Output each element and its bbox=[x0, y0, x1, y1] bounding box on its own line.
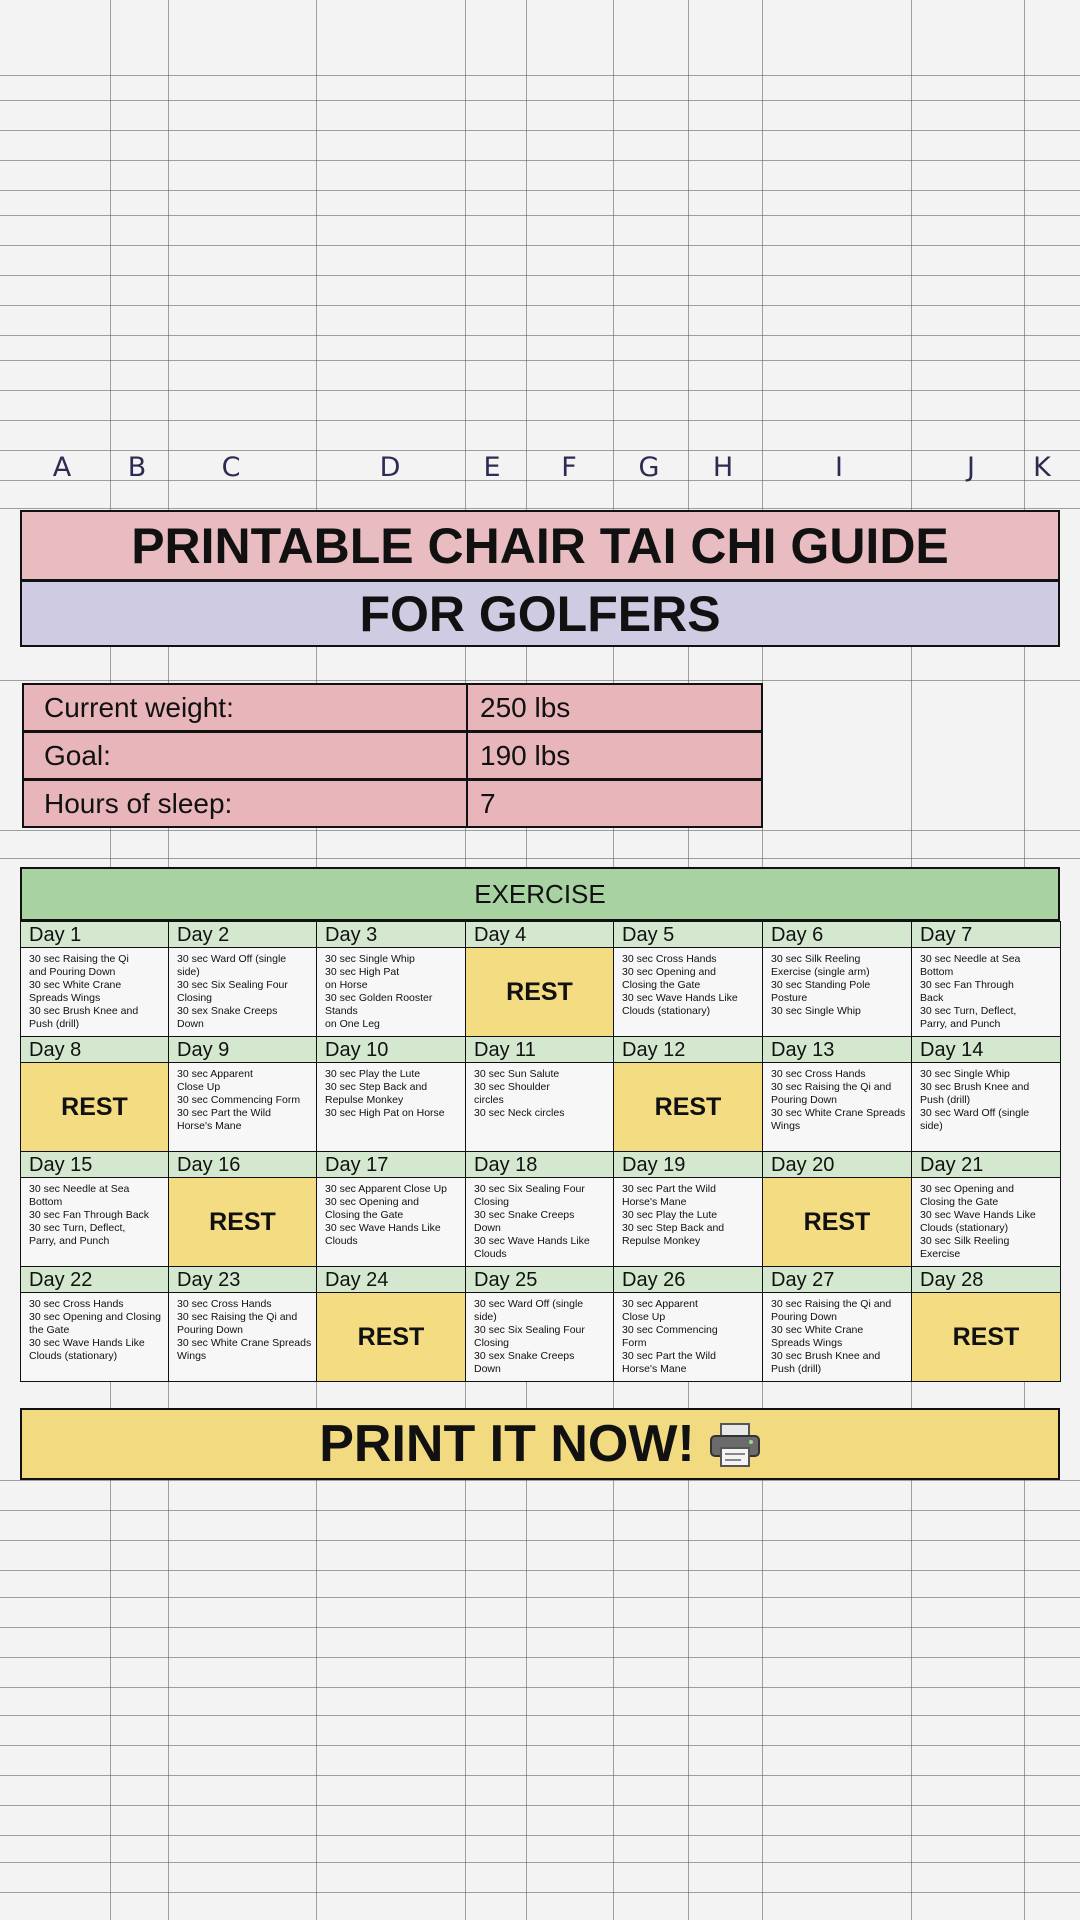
column-letter-c[interactable]: C bbox=[221, 452, 241, 483]
column-letter-f[interactable]: F bbox=[561, 452, 577, 483]
stat-row-goal bbox=[22, 731, 763, 780]
day-label: Day 20 bbox=[763, 1152, 911, 1178]
day-exercises: 30 sec Apparent Close Up 30 sec Commencing Form 30 sec Part the Wild Horse's Mane bbox=[177, 1068, 301, 1132]
rest-label: REST bbox=[614, 1063, 762, 1151]
exercise-header: EXERCISE bbox=[20, 867, 1060, 921]
stat-value[interactable]: 190 lbs bbox=[466, 731, 763, 780]
day-label: Day 23 bbox=[169, 1267, 316, 1293]
day-cell[interactable] bbox=[316, 1036, 466, 1152]
day-exercises: 30 sec Cross Hands 30 sec Opening and Closing the Gate 30 sec Wave Hands Like Clouds (stationary) bbox=[29, 1298, 161, 1362]
day-cell[interactable] bbox=[613, 1151, 763, 1267]
day-label: Day 22 bbox=[21, 1267, 168, 1293]
page-title: PRINTABLE CHAIR TAI CHI GUIDE bbox=[20, 510, 1060, 581]
day-label: Day 28 bbox=[912, 1267, 1060, 1293]
day-exercises: 30 sec Cross Hands 30 sec Opening and Closing the Gate 30 sec Wave Hands Like Clouds (stationary) bbox=[622, 953, 738, 1017]
day-exercises: 30 sec Part the Wild Horse's Mane 30 sec Play the Lute 30 sec Step Back and Repulse Monkey bbox=[622, 1183, 725, 1247]
page-subtitle: FOR GOLFERS bbox=[20, 580, 1060, 647]
day-label: Day 18 bbox=[466, 1152, 613, 1178]
day-label: Day 25 bbox=[466, 1267, 613, 1293]
day-cell[interactable] bbox=[20, 1266, 169, 1382]
day-label: Day 8 bbox=[21, 1037, 168, 1063]
column-letter-j[interactable]: J bbox=[967, 452, 975, 483]
day-label: Day 4 bbox=[466, 922, 613, 948]
day-exercises: 30 sec Ward Off (single side) 30 sec Six Sealing Four Closing 30 sex Snake Creeps Down bbox=[474, 1298, 585, 1375]
day-cell[interactable] bbox=[613, 1266, 763, 1382]
printer-icon bbox=[709, 1421, 761, 1467]
column-letter-d[interactable]: D bbox=[379, 452, 401, 483]
day-cell[interactable] bbox=[911, 921, 1061, 1037]
day-cell[interactable] bbox=[465, 1266, 614, 1382]
day-label: Day 1 bbox=[21, 922, 168, 948]
column-letter-e[interactable]: E bbox=[483, 452, 501, 483]
day-label: Day 10 bbox=[317, 1037, 465, 1063]
rest-label: REST bbox=[466, 948, 613, 1036]
rest-label: REST bbox=[317, 1293, 465, 1381]
day-cell[interactable] bbox=[168, 921, 317, 1037]
rest-label: REST bbox=[763, 1178, 911, 1266]
stat-value[interactable]: 7 bbox=[466, 779, 763, 828]
stat-label: Goal: bbox=[22, 731, 468, 780]
rest-label: REST bbox=[169, 1178, 316, 1266]
day-exercises: 30 sec Cross Hands 30 sec Raising the Qi and Pouring Down 30 sec White Crane Spreads Wings bbox=[177, 1298, 312, 1362]
day-cell[interactable] bbox=[168, 1036, 317, 1152]
day-label: Day 9 bbox=[169, 1037, 316, 1063]
day-label: Day 15 bbox=[21, 1152, 168, 1178]
day-label: Day 26 bbox=[614, 1267, 762, 1293]
day-label: Day 24 bbox=[317, 1267, 465, 1293]
stat-row-sleep bbox=[22, 779, 763, 828]
day-label: Day 12 bbox=[614, 1037, 762, 1063]
day-exercises: 30 sec Single Whip 30 sec High Pat on Horse 30 sec Golden Rooster Stands on One Leg bbox=[325, 953, 433, 1030]
day-label: Day 27 bbox=[763, 1267, 911, 1293]
day-exercises: 30 sec Single Whip 30 sec Brush Knee and Push (drill) 30 sec Ward Off (single side) bbox=[920, 1068, 1030, 1132]
day-cell[interactable] bbox=[911, 1036, 1061, 1152]
day-label: Day 19 bbox=[614, 1152, 762, 1178]
day-cell[interactable] bbox=[20, 1151, 169, 1267]
day-cell[interactable] bbox=[168, 1151, 317, 1267]
day-label: Day 11 bbox=[466, 1037, 613, 1063]
day-cell[interactable] bbox=[465, 1151, 614, 1267]
rest-label: REST bbox=[912, 1293, 1060, 1381]
day-exercises: 30 sec Cross Hands 30 sec Raising the Qi and Pouring Down 30 sec White Crane Spreads Wings bbox=[771, 1068, 906, 1132]
day-cell[interactable] bbox=[911, 1151, 1061, 1267]
day-cell[interactable] bbox=[316, 921, 466, 1037]
day-label: Day 3 bbox=[317, 922, 465, 948]
stat-label: Hours of sleep: bbox=[22, 779, 468, 828]
day-cell[interactable] bbox=[168, 1266, 317, 1382]
day-label: Day 16 bbox=[169, 1152, 316, 1178]
day-cell[interactable] bbox=[316, 1266, 466, 1382]
day-cell[interactable] bbox=[762, 921, 912, 1037]
day-cell[interactable] bbox=[911, 1266, 1061, 1382]
day-cell[interactable] bbox=[762, 1151, 912, 1267]
day-cell[interactable] bbox=[762, 1036, 912, 1152]
print-button-label: PRINT IT NOW! bbox=[319, 1415, 695, 1473]
day-exercises: 30 sec Needle at Sea Bottom 30 sec Fan Through Back 30 sec Turn, Deflect, Parry, and Punch bbox=[920, 953, 1021, 1030]
day-cell[interactable] bbox=[762, 1266, 912, 1382]
day-cell[interactable] bbox=[465, 1036, 614, 1152]
day-exercises: 30 sec Sun Salute 30 sec Shoulder circles 30 sec Neck circles bbox=[474, 1068, 565, 1119]
day-label: Day 17 bbox=[317, 1152, 465, 1178]
stat-value[interactable]: 250 lbs bbox=[466, 683, 763, 732]
rest-label: REST bbox=[21, 1063, 168, 1151]
day-exercises: 30 sec Opening and Closing the Gate 30 sec Wave Hands Like Clouds (stationary) 30 sec Silk Reeling Exercise bbox=[920, 1183, 1036, 1260]
day-exercises: 30 sec Raising the Qi and Pouring Down 30 sec White Crane Spreads Wings 30 sec Brush Knee and Push (drill) bbox=[771, 1298, 892, 1375]
day-exercises: 30 sec Raising the Qi and Pouring Down 30 sec White Crane Spreads Wings 30 sec Brush Knee and Push (drill) bbox=[29, 953, 139, 1030]
column-letter-h[interactable]: H bbox=[712, 452, 734, 483]
column-letter-g[interactable]: G bbox=[638, 452, 660, 483]
day-label: Day 2 bbox=[169, 922, 316, 948]
day-label: Day 21 bbox=[912, 1152, 1060, 1178]
day-label: Day 7 bbox=[912, 922, 1060, 948]
column-letter-b[interactable]: B bbox=[127, 452, 147, 483]
day-exercises: 30 sec Needle at Sea Bottom 30 sec Fan Through Back 30 sec Turn, Deflect, Parry, and Punch bbox=[29, 1183, 150, 1247]
day-exercises: 30 sec Ward Off (single side) 30 sec Six Sealing Four Closing 30 sex Snake Creeps Down bbox=[177, 953, 288, 1030]
day-cell[interactable] bbox=[613, 1036, 763, 1152]
day-exercises: 30 sec Apparent Close Up 30 sec Opening and Closing the Gate 30 sec Wave Hands Like Clouds bbox=[325, 1183, 447, 1247]
day-exercises: 30 sec Apparent Close Up 30 sec Commencing Form 30 sec Part the Wild Horse's Mane bbox=[622, 1298, 718, 1375]
day-label: Day 13 bbox=[763, 1037, 911, 1063]
day-cell[interactable] bbox=[20, 1036, 169, 1152]
column-letter-k[interactable]: K bbox=[1033, 452, 1051, 483]
column-letter-i[interactable]: I bbox=[835, 452, 843, 483]
day-exercises: 30 sec Silk Reeling Exercise (single arm) 30 sec Standing Pole Posture 30 sec Single Whip bbox=[771, 953, 871, 1017]
stat-row-weight bbox=[22, 683, 763, 732]
day-label: Day 5 bbox=[614, 922, 762, 948]
stat-label: Current weight: bbox=[22, 683, 468, 732]
column-letter-a[interactable]: A bbox=[52, 452, 72, 483]
day-cell[interactable] bbox=[465, 921, 614, 1037]
day-cell[interactable] bbox=[20, 921, 169, 1037]
day-label: Day 6 bbox=[763, 922, 911, 948]
day-cell[interactable] bbox=[316, 1151, 466, 1267]
day-cell[interactable] bbox=[613, 921, 763, 1037]
day-exercises: 30 sec Six Sealing Four Closing 30 sec Snake Creeps Down 30 sec Wave Hands Like Clouds bbox=[474, 1183, 590, 1260]
day-label: Day 14 bbox=[912, 1037, 1060, 1063]
day-exercises: 30 sec Play the Lute 30 sec Step Back and Repulse Monkey 30 sec High Pat on Horse bbox=[325, 1068, 445, 1119]
print-button[interactable] bbox=[20, 1408, 1060, 1480]
